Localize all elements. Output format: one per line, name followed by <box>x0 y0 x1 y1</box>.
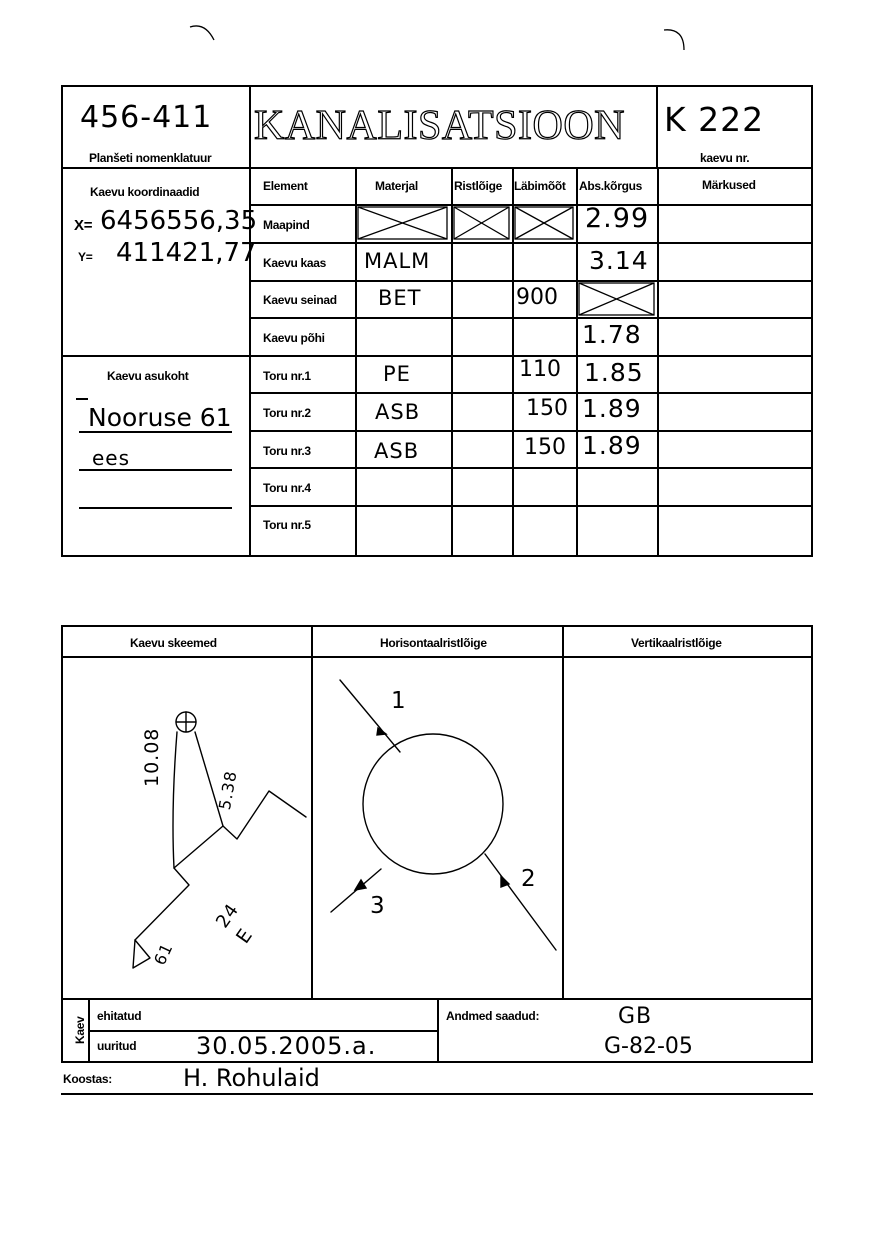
coords-label: Kaevu koordinaadid <box>90 185 200 199</box>
row-diameter: 900 <box>516 285 558 310</box>
row-abs-height: 3.14 <box>589 246 649 275</box>
sketch-text-c: 61 <box>150 939 177 969</box>
coord-x-prefix: X= <box>74 217 93 234</box>
row-element: Kaevu kaas <box>263 256 327 270</box>
data-received-value-2: G-82-05 <box>604 1034 693 1059</box>
horizontal-section-drawing <box>313 658 561 998</box>
sketch-text-a: 24 <box>212 899 244 933</box>
location-line1: Nooruse 61 <box>88 403 232 432</box>
row-element: Toru nr.2 <box>263 406 311 420</box>
row-abs-height: 1.89 <box>582 431 642 460</box>
col-header-remarks: Märkused <box>702 178 756 192</box>
row-abs-height: 1.85 <box>584 358 644 387</box>
well-number-label: kaevu nr. <box>700 151 750 165</box>
row-abs-height: 1.78 <box>582 320 642 349</box>
built-label: ehitatud <box>97 1009 142 1023</box>
row-material: MALM <box>364 249 431 273</box>
row-element: Kaevu seinad <box>263 293 337 307</box>
col-header-horizontal-section: Horisontaalristlõige <box>380 636 487 650</box>
col-header-abs-height: Abs.kõrgus <box>579 179 643 193</box>
sketch-dimension-1: 10.08 <box>141 727 163 787</box>
row-material: ASB <box>374 439 420 463</box>
data-received-label: Andmed saadud: <box>446 1009 540 1023</box>
row-diameter: 150 <box>526 396 568 421</box>
row-element: Toru nr.4 <box>263 481 311 495</box>
form-title: KANALISATSIOON <box>254 103 625 149</box>
well-number-value: K 222 <box>664 100 765 139</box>
row-element: Toru nr.1 <box>263 369 311 383</box>
coord-y-value: 411421,77 <box>116 238 257 268</box>
nomenclature-value: 456-411 <box>80 100 213 135</box>
row-abs-height: 1.89 <box>582 394 642 423</box>
row-material: BET <box>378 286 422 310</box>
row-abs-height: 2.99 <box>585 203 650 234</box>
surveyed-date: 30.05.2005.a. <box>196 1032 377 1060</box>
row-element: Kaevu põhi <box>263 331 325 345</box>
pipe-label-2: 2 <box>521 866 537 892</box>
col-header-element: Element <box>263 179 308 193</box>
sketch-dimension-2: 5.38 <box>215 768 241 812</box>
coord-y-prefix: Y= <box>78 250 93 264</box>
row-diameter: 150 <box>524 435 566 460</box>
col-header-vertical-section: Vertikaalristlõige <box>631 636 722 650</box>
row-element: Maapind <box>263 218 310 232</box>
row-element: Toru nr.3 <box>263 444 311 458</box>
col-header-well-schemes: Kaevu skeemed <box>130 636 217 650</box>
footer-side-label: Kaev <box>73 1016 87 1044</box>
col-header-section: Ristlõige <box>454 179 502 193</box>
location-line2: ees <box>92 446 131 470</box>
row-element: Toru nr.5 <box>263 518 311 532</box>
col-header-diameter: Läbimõõt <box>514 179 566 193</box>
col-header-material: Materjal <box>375 179 418 193</box>
well-scheme-sketch <box>63 658 311 998</box>
sketch-text-b: E <box>232 924 258 948</box>
row-material: PE <box>383 362 411 386</box>
row-diameter: 110 <box>519 357 561 382</box>
pipe-label-3: 3 <box>370 893 386 919</box>
nomenclature-label: Planšeti nomenklatuur <box>89 151 212 165</box>
surveyed-label: uuritud <box>97 1039 137 1053</box>
author-label: Koostas: <box>63 1072 112 1086</box>
pipe-label-1: 1 <box>391 688 407 714</box>
author-name: H. Rohulaid <box>183 1064 320 1092</box>
crossed-cells <box>0 0 874 560</box>
row-material: ASB <box>375 400 421 424</box>
data-received-value-1: GB <box>618 1004 653 1029</box>
location-label: Kaevu asukoht <box>107 369 189 383</box>
coord-x-value: 6456556,35 <box>100 206 258 236</box>
